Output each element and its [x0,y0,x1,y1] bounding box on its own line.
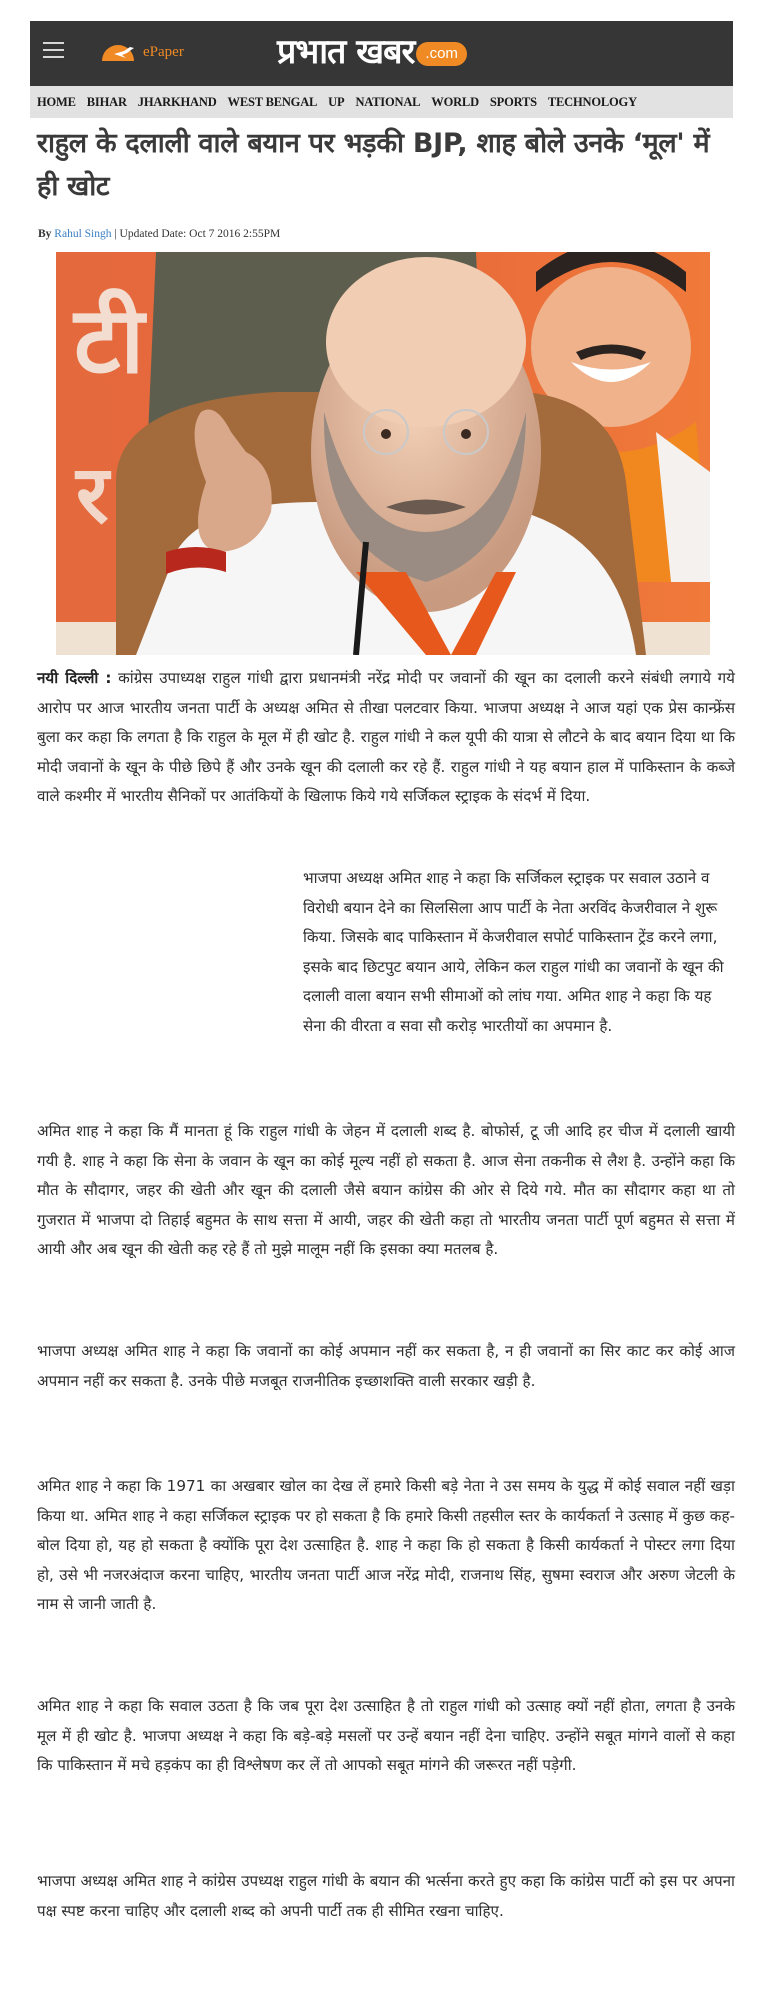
article-paragraph: अमित शाह ने कहा कि 1971 का अखबार खोल का देख लें हमारे किसी बड़े नेता ने उस समय के युद्ध में कोई सवाल नहीं खड़ा किया था. अमित शाह ने कहा सर्जिकल स्ट्राइक पर हो सकता है कि हमारे किसी तहसील स्तर के कार्यकर्ता ने उत्साह में कुछ कह-बोल दिया हो, यह हो सकता है क्योंकि पूरा देश उत्साहित है. शाह ने कहा कि हो सकता है किसी कार्यकर्ता ने पोस्टर लगा दिया हो, उसे भी नजरअंदाज करना चाहिए, भारतीय जनता पार्टी आज नरेंद्र मोदी, राजनाथ सिंह, सुषमा स्वराज और अरुण जेटली के नाम से जानी जाती है. [37,1477,735,1613]
press-conference-photo [56,252,710,655]
nav-item-technology[interactable]: TECHNOLOGY [547,94,637,109]
main-nav [30,86,733,118]
nav-item-west-bengal[interactable]: WEST BENGAL [227,94,318,109]
article-paragraph: भाजपा अध्यक्ष अमित शाह ने कांग्रेस उपध्यक्ष राहुल गांधी के बयान की भर्त्सना करते हुए कहा कि कांग्रेस पार्टी को इस पर अपना पक्ष स्पष्ट करना चाहिए और दलाली शब्द को अपनी पार्टी तक ही सीमित रखना चाहिए. [37,1872,735,1920]
site-logo[interactable] [277,27,467,77]
brand-suffix: .com [416,42,467,66]
nav-item-bihar[interactable]: BIHAR [86,94,127,109]
sun-bird-logo-icon [100,43,140,61]
svg-text:टी: टी [74,287,145,394]
article-paragraph: अमित शाह ने कहा कि सवाल उठता है कि जब पूरा देश उत्साहित है तो राहुल गांधी को उत्साह क्यों नहीं होता, लगता है उनके मूल में ही खोट है. भाजपा अध्यक्ष ने कहा कि बड़े-बड़े मसलों पर उन्हें बयान नहीं देना चाहिए. उन्होंने सबूत मांगने वालों से कहा कि पाकिस्तान में मचे हड़कंप का ही विश्लेषण कर लें तो आपको सबूत मांगने की जरूरत नहीं पड़ेगी. [37,1697,735,1774]
article-paragraph [37,664,735,812]
nav-item-home[interactable]: HOME [37,94,76,109]
article-pull-quote: भाजपा अध्यक्ष अमित शाह ने कहा कि सर्जिकल स्ट्राइक पर सवाल उठाने व विरोधी बयान देने का सिलसिला आप पार्टी के नेता अरविंद केजरीवाल ने शुरू किया. जिसके बाद पाकिस्तान में केजरीवाल सपोर्ट पाकिस्तान ट्रेंड करने लगा, इसके बाद छिटपुट बयान आये, लेकिन कल राहुल गांधी का जवानों के खून की दलाली वाला बयान सभी सीमाओं को लांघ गया. अमित शाह ने कहा कि यह सेना की वीरता व सवा सौ करोड़ भारतीयों का अपमान है. [303,869,724,1035]
updated-date: Updated Date: Oct 7 2016 2:55PM [119,228,281,240]
svg-text:र: र [76,448,109,541]
site-header [30,21,733,86]
article-headline: राहुल के दलाली वाले बयान पर भड़की BJP, शाह बोले उनके ‘मूल' में ही खोट [37,128,710,202]
paragraph-text: कांग्रेस उपाध्यक्ष राहुल गांधी द्वारा प्रधानमंत्री नरेंद्र मोदी पर जवानों की खून का दलाली करने संबंधी लगाये गये आरोप पर आज भारतीय जनता पार्टी के अध्यक्ष अमित से तीखा पलटवार किया. भाजपा अध्यक्ष ने आज यहां एक प्रेस कान्फ्रेंस बुला कर कहा कि लगता है कि राहुल के मूल में ही खोट है. राहुल गांधी ने कल यूपी की यात्रा से लौटने के बाद बयान दिया था कि मोदी जवानों के खून के पीछे छिपे हैं और उनके खून की दलाली कर रहे हैं. राहुल गांधी ने यह बयान हाल में पाकिस्तान के कब्जे वाले कश्मीर में भारतीय सैनिकों पर आतंकियों के खिलाफ किये गये सर्जिकल स्ट्राइक के संदर्भ में दिया. [37,669,735,805]
nav-item-world[interactable]: WORLD [431,94,479,109]
dateline: नयी दिल्ली : [37,669,112,687]
article-hero-image [56,252,710,655]
article-paragraph: अमित शाह ने कहा कि मैं मानता हूं कि राहुल गांधी के जेहन में दलाली शब्द है. बोफोर्स, टू जी आदि हर चीज में दलाली खायी गयी है. शाह ने कहा कि सेना के जवान के खून का कोई मूल्य नहीं हो सकता है. आज सेना तकनीक से लैश है. उन्होंने कहा कि मौत के सौदागर, जहर की खेती और खून की दलाली जैसे बयान कांग्रेस की ओर से दिये गये. मौत का सौदागर कहा था तो गुजरात में भाजपा दो तिहाई बहुमत के साथ सत्ता में आयी, जहर की खेती कहा तो भारतीय जनता पार्टी पूर्ण बहुमत से सत्ता में आयी और अब खून की खेती कह रहे हैं तो मुझे मालूम नहीं कि इसका क्या मतलब है. [37,1122,735,1258]
nav-item-up[interactable]: UP [328,94,345,109]
epaper-label: ePaper [143,43,184,60]
byline-by: By [38,228,52,240]
nav-item-national[interactable]: NATIONAL [355,94,421,109]
nav-item-sports[interactable]: SPORTS [489,94,537,109]
author-link[interactable]: Rahul Singh [54,228,112,240]
epaper-link[interactable] [100,40,184,64]
brand-name: प्रभात खबर [277,32,415,72]
hamburger-menu-icon[interactable] [43,42,64,58]
article-paragraph: भाजपा अध्यक्ष अमित शाह ने कहा कि जवानों का कोई अपमान नहीं कर सकता है, न ही जवानों का सिर काट कर कोई आज अपमान नहीं कर सकता है. उनके पीछे मजबूत राजनीतिक इच्छाशक्ति वाली सरकार खड़ी है. [37,1342,735,1390]
article-byline [38,228,280,240]
byline-separator: | [111,228,120,240]
nav-item-jharkhand[interactable]: JHARKHAND [137,94,217,109]
